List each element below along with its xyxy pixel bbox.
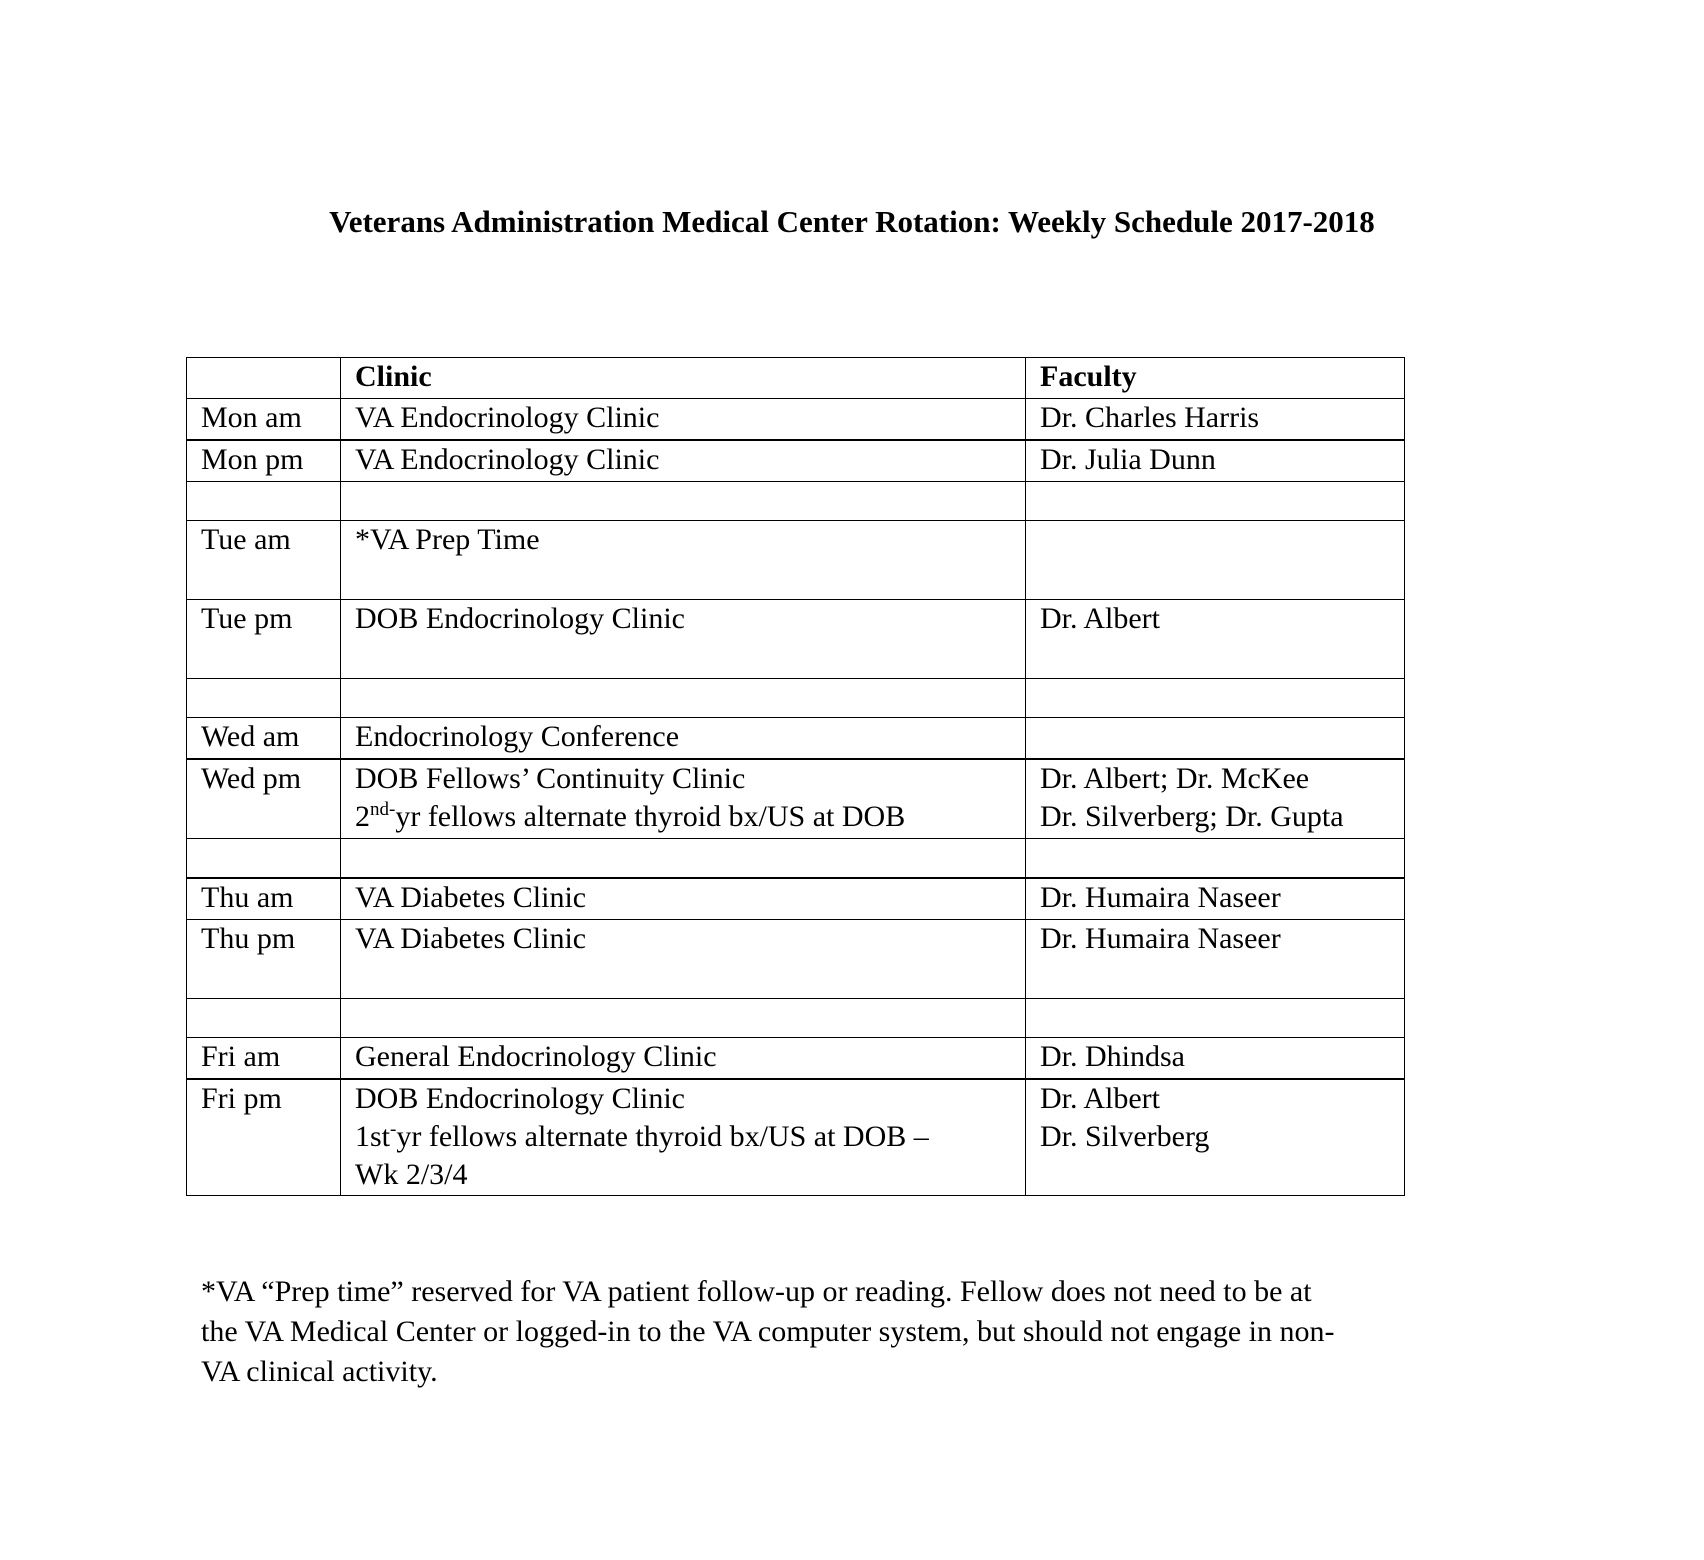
- table-row: [187, 878, 1405, 920]
- header-clinic: Clinic: [341, 358, 1026, 399]
- table-row: [187, 1079, 1405, 1196]
- table-row: [187, 399, 1405, 441]
- schedule-table: [186, 357, 1405, 1196]
- day-cell: Fri am: [187, 1038, 341, 1080]
- clinic-cell: VA Diabetes Clinic: [341, 878, 1026, 920]
- day-cell: Wed pm: [187, 759, 341, 839]
- footnote: [201, 1272, 1521, 1392]
- footnote-line: the VA Medical Center or logged-in to the VA computer system, but should not engage in non-: [201, 1315, 1335, 1348]
- clinic-cell: VA Diabetes Clinic: [341, 920, 1026, 999]
- day-cell: Mon pm: [187, 440, 341, 482]
- clinic-line: $2^{nd-}yr$ fellows alternate thyroid bx/US at DOB: [355, 799, 906, 833]
- day-cell: Fri pm: [187, 1079, 341, 1196]
- faculty-cell: Dr. Julia Dunn: [1026, 440, 1405, 482]
- clinic-line: 1st-yr fellows alternate thyroid bx/US at DOB –: [355, 1119, 929, 1153]
- spacer-row: [187, 679, 1405, 718]
- clinic-line: Wk 2/3/4: [355, 1158, 468, 1191]
- clinic-cell: General Endocrinology Clinic: [341, 1038, 1026, 1080]
- clinic-cell: [341, 759, 1026, 839]
- table-row: [187, 718, 1405, 760]
- clinic-cell: Endocrinology Conference: [341, 718, 1026, 760]
- clinic-cell: DOB Endocrinology Clinic: [341, 600, 1026, 679]
- table-row: [187, 521, 1405, 600]
- table-row: [187, 920, 1405, 999]
- faculty-line: Dr. Albert: [1040, 1082, 1160, 1115]
- clinic-cell: VA Endocrinology Clinic: [341, 399, 1026, 441]
- faculty-cell: Dr. Humaira Naseer: [1026, 878, 1405, 920]
- day-cell: Thu am: [187, 878, 341, 920]
- spacer-row: [187, 482, 1405, 521]
- clinic-cell: [341, 1079, 1026, 1196]
- clinic-line: DOB Endocrinology Clinic: [355, 1082, 685, 1115]
- header-faculty: Faculty: [1026, 358, 1405, 399]
- footnote-line: VA clinical activity.: [201, 1355, 438, 1388]
- clinic-cell: *VA Prep Time: [341, 521, 1026, 600]
- faculty-line: Dr. Silverberg: [1040, 1120, 1210, 1153]
- table-row: [187, 1038, 1405, 1080]
- table-row: [187, 440, 1405, 482]
- faculty-cell: Dr. Dhindsa: [1026, 1038, 1405, 1080]
- clinic-line: DOB Fellows’ Continuity Clinic: [355, 762, 746, 795]
- faculty-line: Dr. Silverberg; Dr. Gupta: [1040, 800, 1344, 833]
- header-day: [187, 358, 341, 399]
- page-title: Veterans Administration Medical Center Rotation: Weekly Schedule 2017-2018: [329, 204, 1375, 239]
- day-cell: Thu pm: [187, 920, 341, 999]
- faculty-cell: Dr. Albert: [1026, 600, 1405, 679]
- day-cell: Mon am: [187, 399, 341, 441]
- day-cell: Wed am: [187, 718, 341, 760]
- day-cell: Tue pm: [187, 600, 341, 679]
- faculty-cell: [1026, 718, 1405, 760]
- faculty-line: Dr. Albert; Dr. McKee: [1040, 762, 1310, 795]
- spacer-row: [187, 999, 1405, 1038]
- footnote-line: *VA “Prep time” reserved for VA patient follow-up or reading. Fellow does not need to be at: [201, 1275, 1312, 1308]
- faculty-cell: [1026, 1079, 1405, 1196]
- header-row: [187, 358, 1405, 399]
- day-cell: Tue am: [187, 521, 341, 600]
- spacer-row: [187, 839, 1405, 879]
- faculty-cell: Dr. Charles Harris: [1026, 399, 1405, 441]
- faculty-cell: Dr. Humaira Naseer: [1026, 920, 1405, 999]
- faculty-cell: [1026, 759, 1405, 839]
- clinic-cell: VA Endocrinology Clinic: [341, 440, 1026, 482]
- table-row: [187, 759, 1405, 839]
- table-row: [187, 600, 1405, 679]
- faculty-cell: [1026, 521, 1405, 600]
